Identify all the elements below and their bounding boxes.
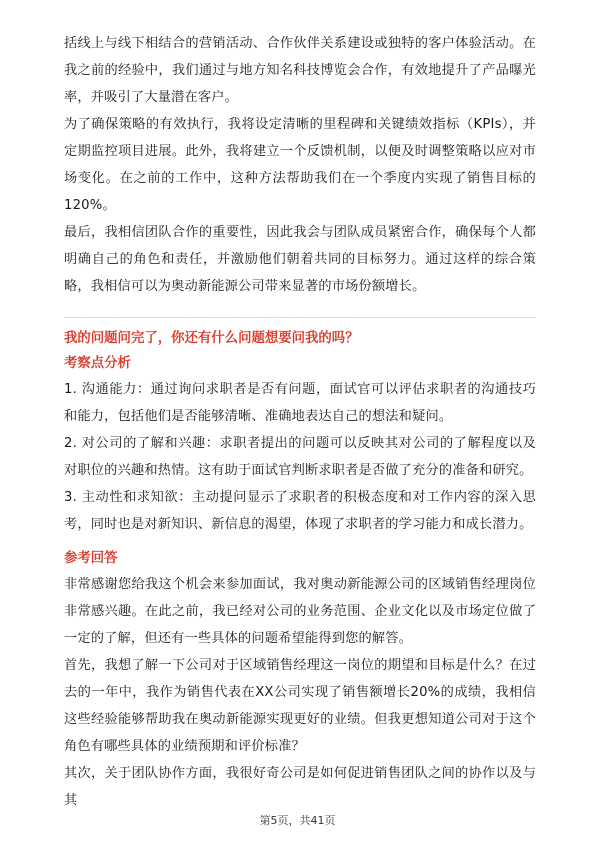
answer-paragraph: 其次，关于团队协作方面，我很好奇公司是如何促进销售团队之间的协作以及与其 bbox=[64, 766, 536, 808]
analysis-point: 2. 对公司的了解和兴趣：求职者提出的问题可以反映其对公司的了解程度以及对职位的兴趣和热情。这有助于面试官判断求职者是否做了充分的准备和研究。 bbox=[64, 436, 536, 478]
intro-paragraph: 括线上与线下相结合的营销活动、合作伙伴关系建设或独特的客户体验活动。在我之前的经验中，我们通过与地方知名科技博览会合作，有效地提升了产品曝光率，并吸引了大量潜在客户。 bbox=[64, 36, 536, 105]
section-spacer bbox=[64, 538, 536, 546]
intro-paragraph: 为了确保策略的有效执行，我将设定清晰的里程碑和关键绩效指标（KPIs），并定期监控项目进展。此外，我将建立一个反馈机制，以便及时调整策略以应对市场变化。在之前的工作中，这种方法帮助我们在一个季度内实现了销售目标的120%。 bbox=[64, 117, 536, 213]
intro-paragraph: 最后，我相信团队合作的重要性，因此我会与团队成员紧密合作，确保每个人都明确自己的角色和责任，并激励他们朝着共同的目标努力。通过这样的综合策略，我相信可以为奥动新能源公司带来显著的市场份额增长。 bbox=[64, 225, 536, 294]
answer-heading: 参考回答 bbox=[64, 551, 118, 566]
analysis-heading: 考察点分析 bbox=[64, 356, 131, 371]
answer-paragraph: 首先，我想了解一下公司对于区域销售经理这一岗位的期望和目标是什么？在过去的一年中，我作为销售代表在XX公司实现了销售额增长20%的成绩，我相信这些经验能够帮助我在奥动新能源实现更好的业绩。但我更想知道公司对于这个角色有哪些具体的业绩预期和评价标准？ bbox=[64, 658, 536, 754]
page-number-footer: 第5页，共41页 bbox=[259, 814, 336, 827]
analysis-point: 3. 主动性和求知欲：主动提问显示了求职者的积极态度和对工作内容的深入思考，同时也是对新知识、新信息的渴望，体现了求职者的学习能力和成长潜力。 bbox=[64, 490, 536, 532]
analysis-point: 1. 沟通能力：通过询问求职者是否有问题，面试官可以评估求职者的沟通技巧和能力，包括他们是否能够清晰、准确地表达自己的想法和疑问。 bbox=[64, 382, 536, 424]
section-divider bbox=[64, 317, 536, 318]
answer-paragraph: 非常感谢您给我这个机会来参加面试，我对奥动新能源公司的区域销售经理岗位非常感兴趣。在此之前，我已经对公司的业务范围、企业文化以及市场定位做了一定的了解，但还有一些具体的问题希望能得到您的解答。 bbox=[64, 577, 536, 646]
page-content bbox=[64, 30, 536, 814]
question-heading: 我的问题问完了，你还有什么问题想要问我的吗？ bbox=[64, 331, 359, 346]
